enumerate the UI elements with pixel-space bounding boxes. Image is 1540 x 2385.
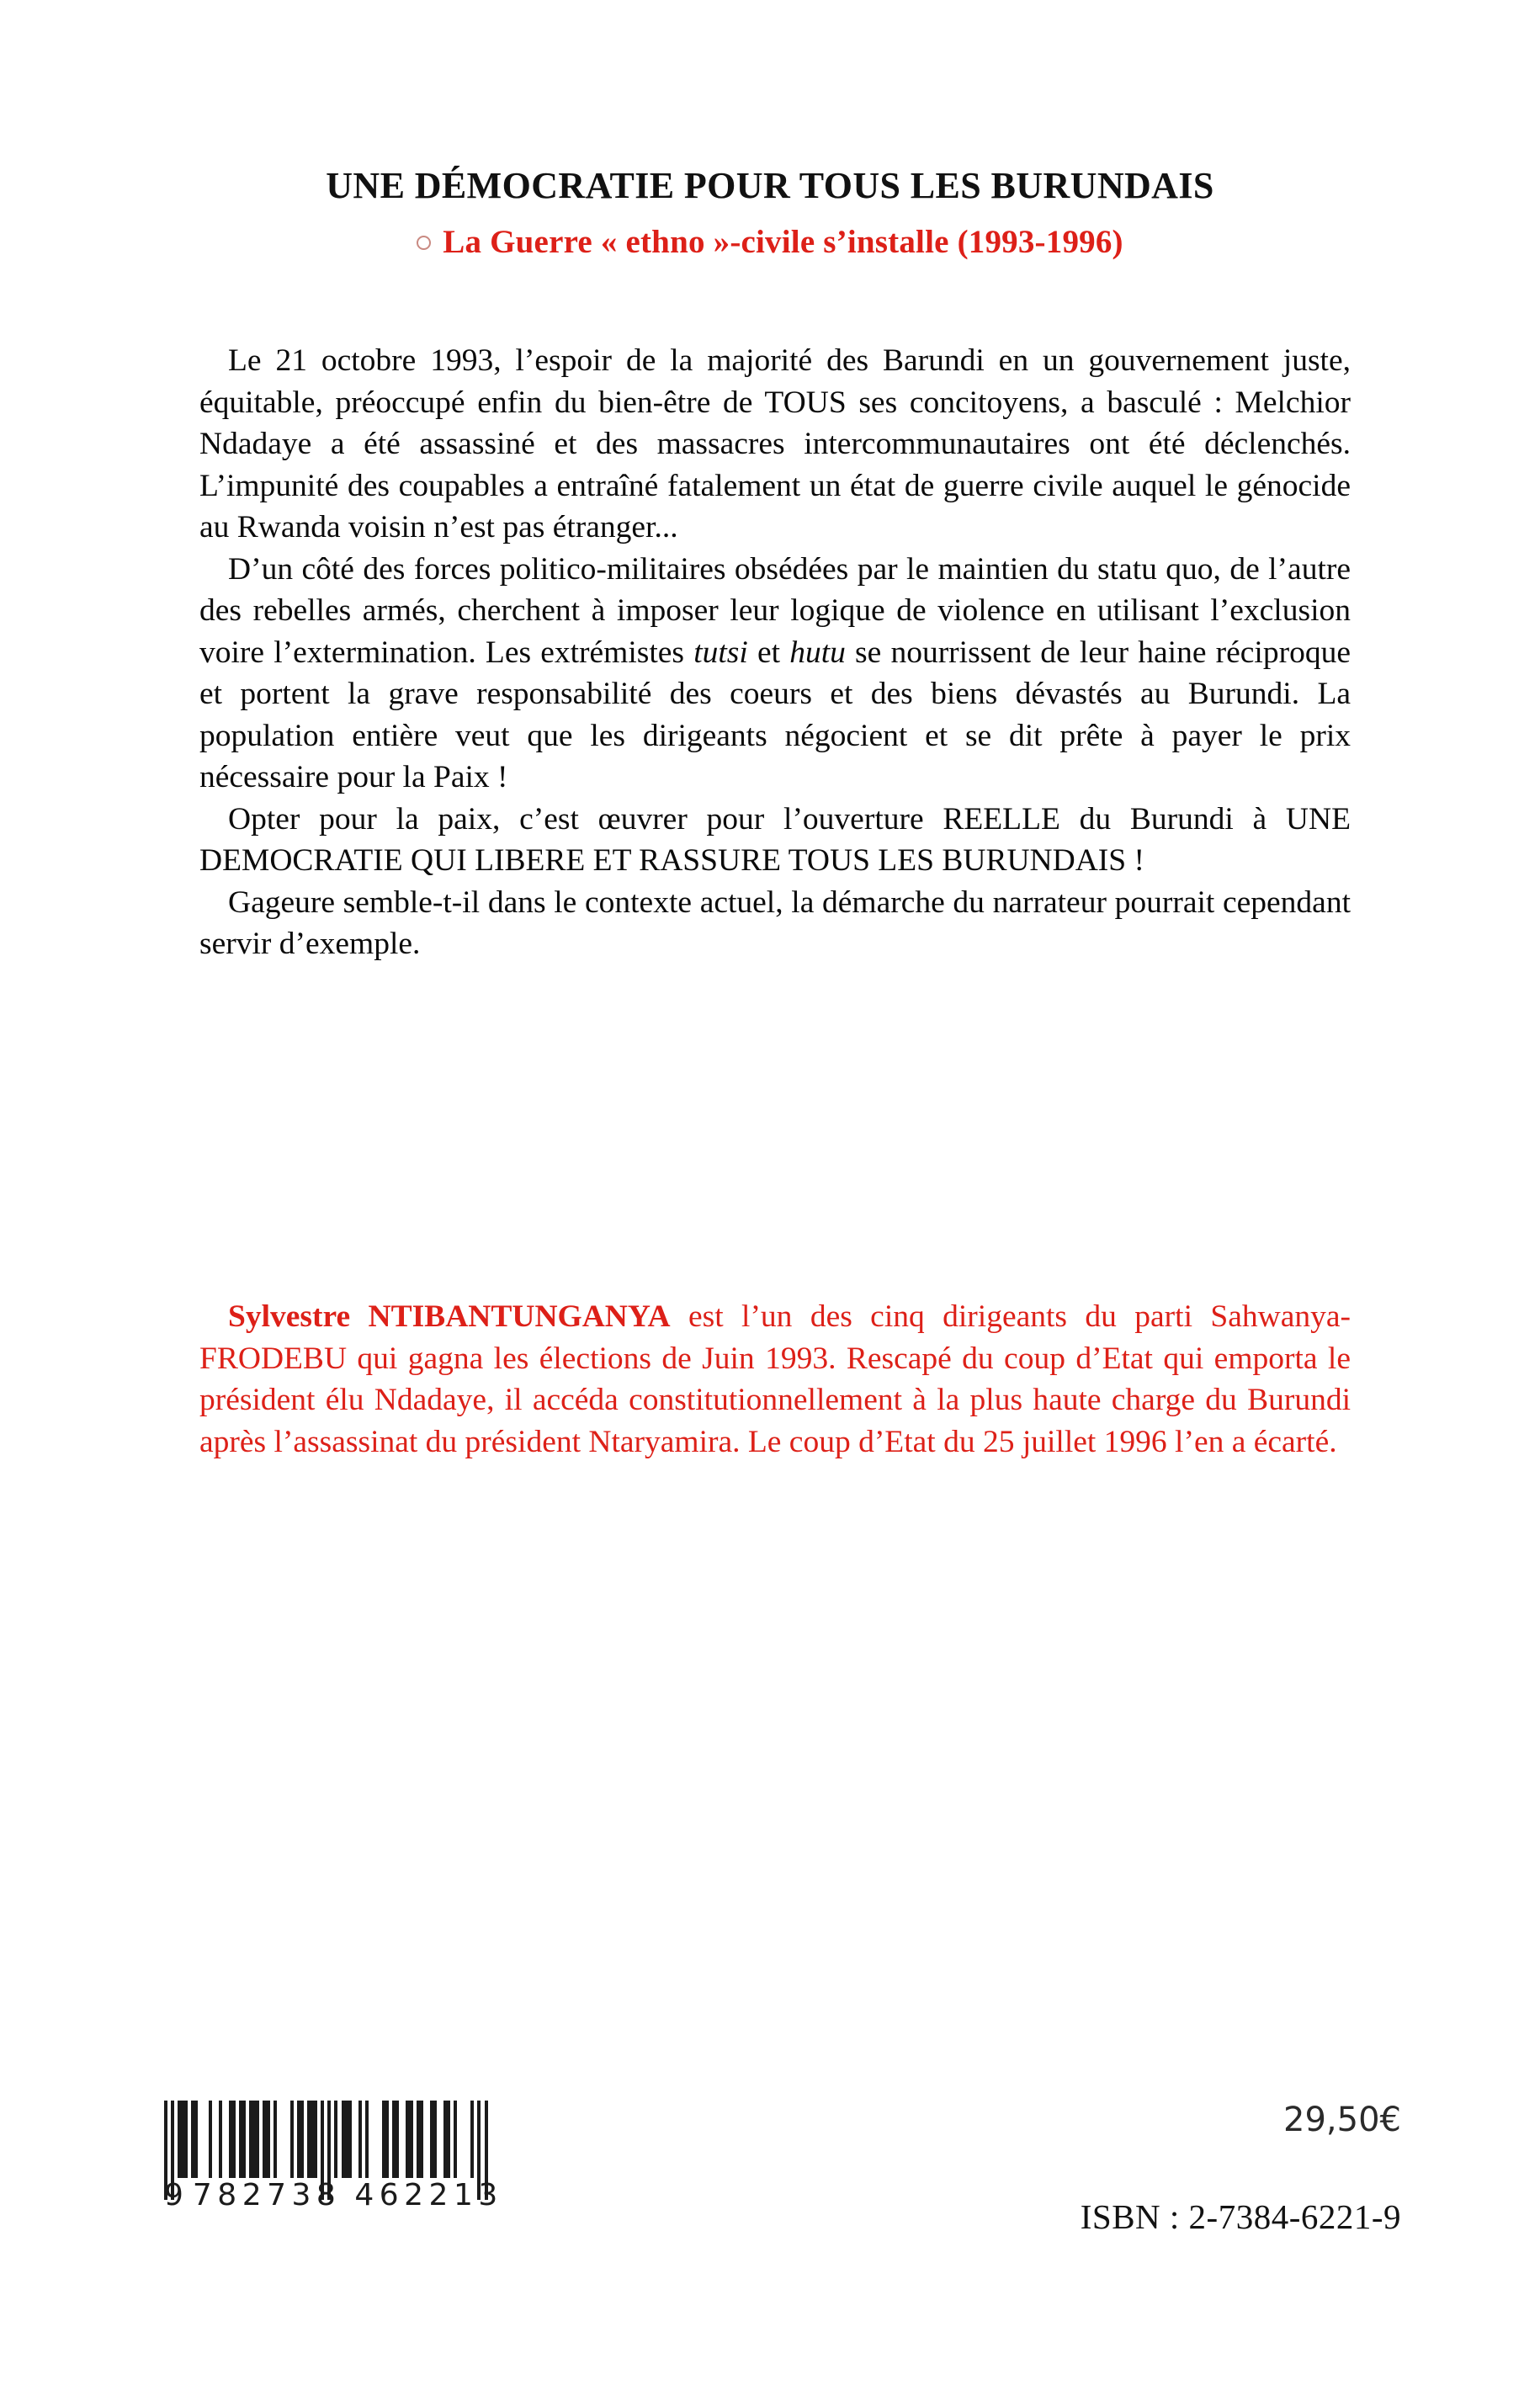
price-label: 29,50€ xyxy=(1283,2101,1401,2139)
barcode-bar xyxy=(423,2101,430,2178)
barcode-bar xyxy=(437,2101,443,2178)
blurb-paragraph xyxy=(199,340,1351,549)
barcode-bar xyxy=(430,2101,437,2178)
text-run: D’un côté des forces politico-militaires obsédées par le maintien du statu quo, de l’autre des rebelles armés, cherchent à imposer leur logique de violence en utilisant l’exclusion voire l’extermination. Les extrémistes xyxy=(199,551,1351,670)
barcode-bar xyxy=(352,2101,358,2178)
blurb-text xyxy=(199,340,1351,965)
blurb-paragraph xyxy=(199,799,1351,882)
author-bio-body: est l’un des cinq dirigeants du parti Sahwanya-FRODEBU qui gagna les élections de Juin 1993. Rescapé du coup d’Etat qui emporta le président élu Ndadaye, il accéda constitutionnellement à la plus haute charge du Burundi après l’assassinat du président Ntaryamira. Le coup d’Etat du 25 juillet 1996 l’en a écarté. xyxy=(199,1299,1351,1459)
barcode-bar xyxy=(369,2101,382,2178)
barcode-bar xyxy=(239,2101,246,2178)
barcode-bar xyxy=(229,2101,236,2178)
barcode-bar xyxy=(406,2101,412,2178)
barcode-bar xyxy=(457,2101,470,2178)
barcode-bar xyxy=(263,2101,269,2178)
text-run: Opter pour la paix, c’est œuvrer pour l’ouverture REELLE du Burundi à UNE DEMOCRATIE QUI LIBERE ET RASSURE TOUS LES BURUNDAIS ! xyxy=(199,801,1351,878)
barcode-left-group: 782738 xyxy=(192,2178,342,2212)
text-run: Gageure semble-t-il dans le contexte actuel, la démarche du narrateur pourrait cependant servir d’exemple. xyxy=(199,884,1351,961)
barcode-bar xyxy=(443,2101,450,2178)
text-run: se nourrissent de leur haine réciproque et portent la grave responsabilité des coeurs et des biens dévastés au Burundi. La population entière veut que les dirigeants négocient et se dit prête à payer le prix nécessaire pour la Paix ! xyxy=(199,635,1351,794)
barcode-bar xyxy=(382,2101,389,2178)
page-title: UNE DÉMOCRATIE POUR TOUS LES BURUNDAIS xyxy=(326,165,1214,206)
barcode-bar xyxy=(297,2101,304,2178)
barcode-bar xyxy=(198,2101,208,2178)
author-name: Sylvestre NTIBANTUNGANYA xyxy=(228,1299,671,1334)
barcode xyxy=(164,2101,503,2212)
barcode-right-group: 462213 xyxy=(354,2178,503,2212)
blurb-paragraph xyxy=(199,549,1351,799)
text-run: Le 21 octobre 1993, l’espoir de la majorité des Barundi en un gouvernement juste, équitable, préoccupé enfin du bien-être de TOUS ses concitoyens, a basculé : Melchior Ndadaye a été assassiné et des massacres intercommunautaires ont été déclenchés. L’impunité des coupables a entraîné fatalement un état de guerre civile auquel le génocide au Rwanda voisin n’est pas étranger... xyxy=(199,343,1351,544)
barcode-digits xyxy=(164,2178,503,2212)
barcode-bar xyxy=(249,2101,259,2178)
barcode-bar xyxy=(191,2101,198,2178)
barcode-bar xyxy=(392,2101,399,2178)
page-subtitle: La Guerre « ethno »-civile s’installe (1993-1996) xyxy=(443,223,1123,260)
barcode-bar xyxy=(417,2101,423,2178)
isbn-label: ISBN : 2-7384-6221-9 xyxy=(1080,2197,1401,2236)
barcode-bar xyxy=(277,2101,290,2178)
title-block xyxy=(0,165,1540,261)
author-bio-paragraph xyxy=(199,1296,1351,1463)
author-bio xyxy=(199,1296,1351,1463)
emphasis-term: hutu xyxy=(789,635,846,670)
barcode-bar xyxy=(222,2101,229,2178)
barcode-bar xyxy=(342,2101,352,2178)
barcode-bar xyxy=(399,2101,406,2178)
barcode-bar xyxy=(307,2101,317,2178)
text-run: et xyxy=(747,635,790,670)
emphasis-term: tutsi xyxy=(693,635,748,670)
subtitle-row xyxy=(0,223,1540,261)
barcode-bar xyxy=(212,2101,219,2178)
open-circle-bullet-icon xyxy=(417,236,431,250)
barcode-bar xyxy=(178,2101,188,2178)
barcode-lead-digit: 9 xyxy=(164,2178,184,2212)
blurb-paragraph xyxy=(199,882,1351,965)
